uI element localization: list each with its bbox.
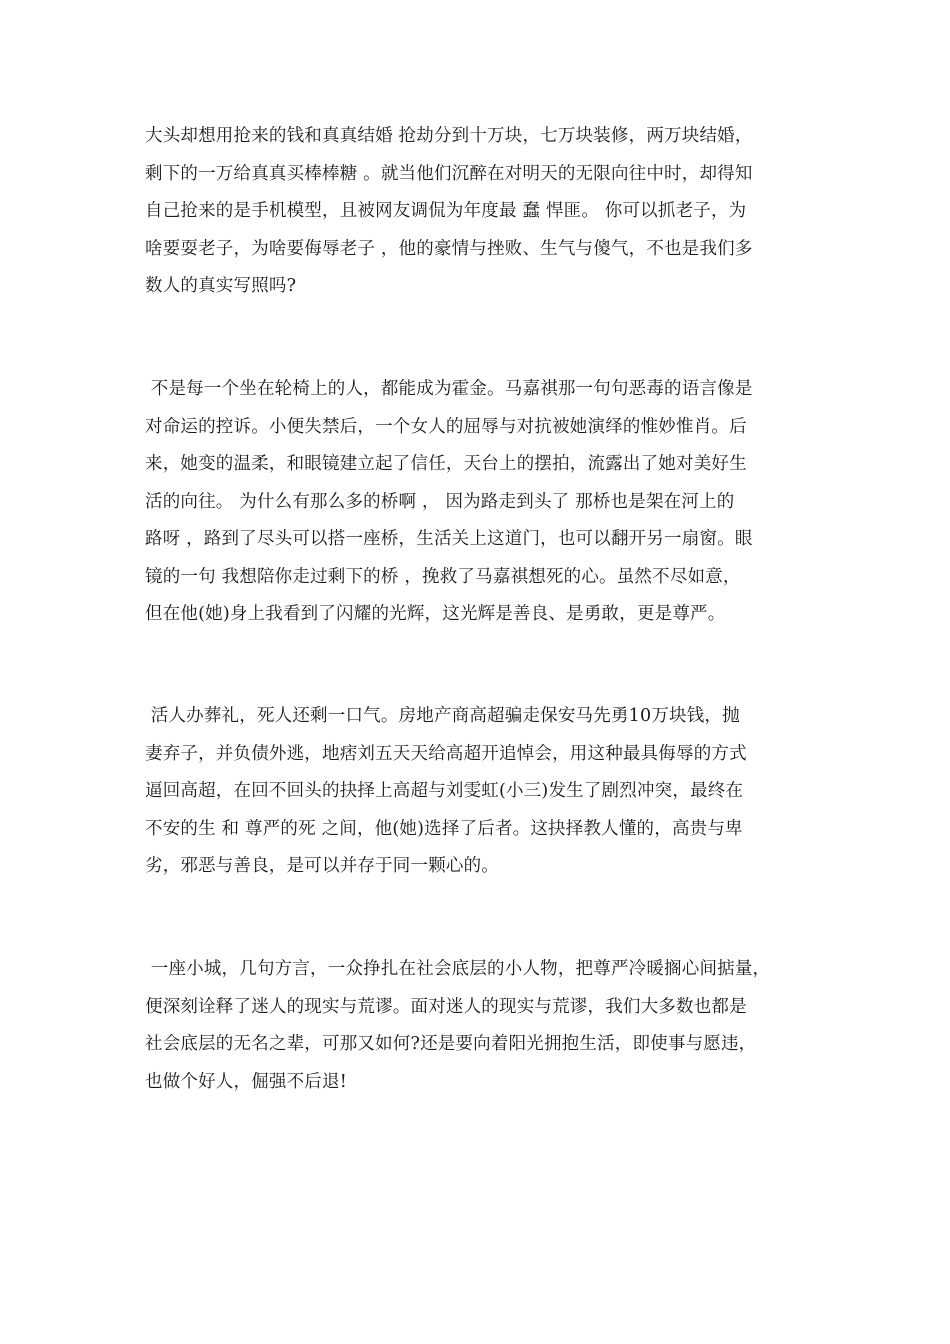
paragraph-line: 来，她变的温柔，和眼镜建立起了信任，天台上的摆拍，流露出了她对美好生 (145, 454, 747, 474)
paragraph-3 (145, 698, 815, 886)
paragraph-line: 剩下的一万给真真买棒棒糖 。就当他们沉醉在对明天的无限向往中时，却得知 (145, 163, 753, 184)
paragraph-line: 逼回高超，在回不回头的抉择上高超与刘雯虹(小三)发生了剧烈冲突，最终在 (145, 781, 744, 801)
paragraph-line: 社会底层的无名之辈，可那又如何?还是要向着阳光拥抱生活，即使事与愿违， (145, 1034, 757, 1054)
paragraph-line: 也做个好人，倔强不后退! (145, 1071, 347, 1092)
paragraph-line: 不是每一个坐在轮椅上的人，都能成为霍金。马嘉祺那一句句恶毒的语言像是 (145, 379, 753, 399)
paragraph-line: 便深刻诠释了迷人的现实与荒谬。面对迷人的现实与荒谬，我们大多数也都是 (145, 996, 747, 1017)
paragraph-1 (145, 118, 815, 306)
paragraph-4 (145, 951, 815, 1101)
paragraph-line: 不安的生 和 尊严的死 之间，他(她)选择了后者。这抉择教人懂的，高贵与卑 (145, 818, 743, 839)
paragraph-line: 对命运的控诉。小便失禁后，一个女人的屈辱与对抗被她演绎的惟妙惟肖。后 (145, 416, 747, 437)
paragraph-line: 自己抢来的是手机模型，且被网友调侃为年度最 蠢 悍匪。 你可以抓老子，为 (145, 201, 747, 221)
paragraph-line: 但在他(她)身上我看到了闪耀的光辉，这光辉是善良、是勇敢，更是尊严。 (145, 604, 726, 624)
paragraph-line: 一座小城，几句方言，一众挣扎在社会底层的小人物，把尊严冷暖搁心间掂量， (145, 959, 771, 979)
paragraph-line: 劣，邪恶与善良，是可以并存于同一颗心的。 (145, 856, 499, 876)
paragraph-line: 妻弃子，并负债外逃，地痞刘五天天给高超开追悼会，用这种最具侮辱的方式 (145, 743, 747, 764)
paragraph-line: 啥要耍老子，为啥要侮辱老子 ，他的豪情与挫败、生气与傻气，不也是我们多 (145, 238, 753, 259)
paragraph-line: 数人的真实写照吗? (145, 276, 297, 296)
paragraph-line: 镜的一句 我想陪你走过剩下的桥 ，挽救了马嘉祺想死的心。虽然不尽如意， (145, 566, 741, 587)
paragraph-line: 路呀 ，路到了尽头可以搭一座桥，生活关上这道门，也可以翻开另一扇窗。眼 (145, 529, 753, 549)
paragraph-2 (145, 371, 815, 634)
paragraph-line: 大头却想用抢来的钱和真真结婚 抢劫分到十万块，七万块装修，两万块结婚， (145, 126, 753, 146)
paragraph-line: 活的向往。 为什么有那么多的桥啊 ， 因为路走到头了 那桥也是架在河上的 (145, 491, 735, 512)
paragraph-line: 活人办葬礼，死人还剩一口气。房地产商高超骗走保安马先勇10万块钱，抛 (145, 706, 740, 726)
